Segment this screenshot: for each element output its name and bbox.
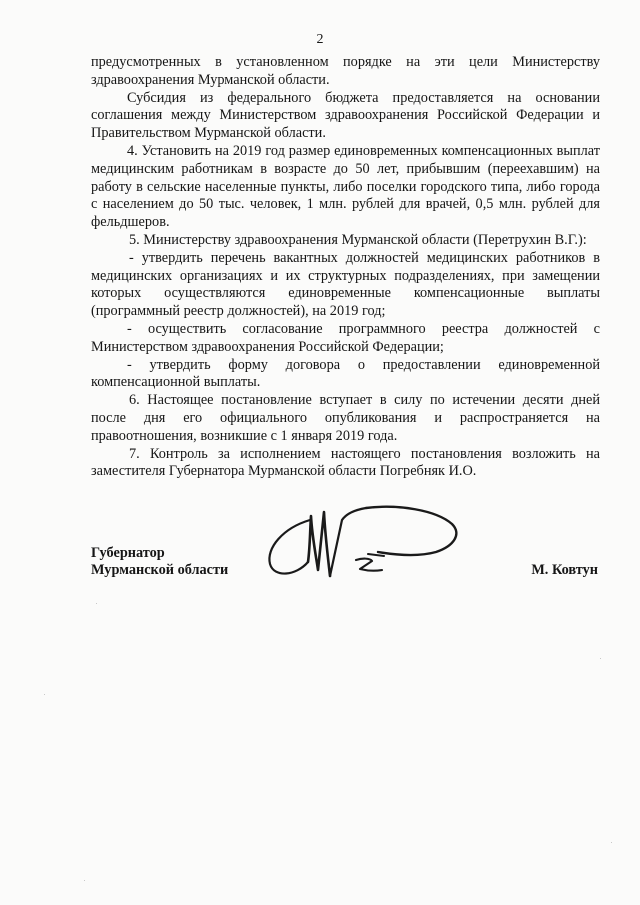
list-item-coordinate: - осуществить согласование программного реестра должностей с Министерством здравоохранения Российской Федерации; (91, 320, 600, 355)
signer-name: М. Ковтун (531, 562, 598, 578)
signer-title-line-1: Губернатор (91, 545, 165, 561)
signer-title-line-2: Мурманской области (91, 562, 229, 578)
list-item-approve-list: - утвердить перечень вакантных должностей медицинских работников в медицинских организациях и их структурных подразделениях, при замещении которых осуществляются единовременные компенсационные выплаты (программный реестр должностей), на 2019 год; (91, 249, 600, 320)
scan-speck (600, 658, 601, 659)
scan-speck (44, 694, 45, 695)
scan-speck (96, 603, 97, 604)
scan-speck (84, 880, 85, 881)
paragraph-item-4: 4. Установить на 2019 год размер единовременных компенсационных выплат медицинским работникам в возрасте до 50 лет, прибывшим (переехавшим) на работу в сельские населенные пункты, либо поселки городского типа, либо города с населением до 50 тыс. человек, 1 млн. рублей для врачей, 0,5 млн. рублей для фельдшеров. (91, 142, 600, 231)
signature-block (0, 500, 640, 590)
paragraph-continuation: предусмотренных в установленном порядке на эти цели Министерству здравоохранения Мурманской области. (91, 54, 600, 88)
document-body (91, 54, 600, 481)
paragraph-item-7: 7. Контроль за исполнением настоящего постановления возложить на заместителя Губернатора Мурманской области Погребняк И.О. (91, 445, 600, 480)
paragraph-item-6: 6. Настоящее постановление вступает в силу по истечении десяти дней после дня его официального опубликования и распространяется на правоотношения, возникшие с 1 января 2019 года. (91, 392, 600, 444)
page-number: 2 (316, 32, 324, 47)
signer-title (91, 545, 228, 579)
scan-speck (611, 842, 612, 843)
handwritten-signature (258, 500, 468, 590)
list-item-approve-form: - утвердить форму договора о предоставлении единовременной компенсационной выплаты. (91, 356, 600, 391)
paragraph-item-5: 5. Министерству здравоохранения Мурманской области (Перетрухин В.Г.): (129, 231, 587, 248)
paragraph-subsidy: Субсидия из федерального бюджета предоставляется на основании соглашения между Министерством здравоохранения Российской Федерации и Правительством Мурманской области. (91, 89, 600, 142)
